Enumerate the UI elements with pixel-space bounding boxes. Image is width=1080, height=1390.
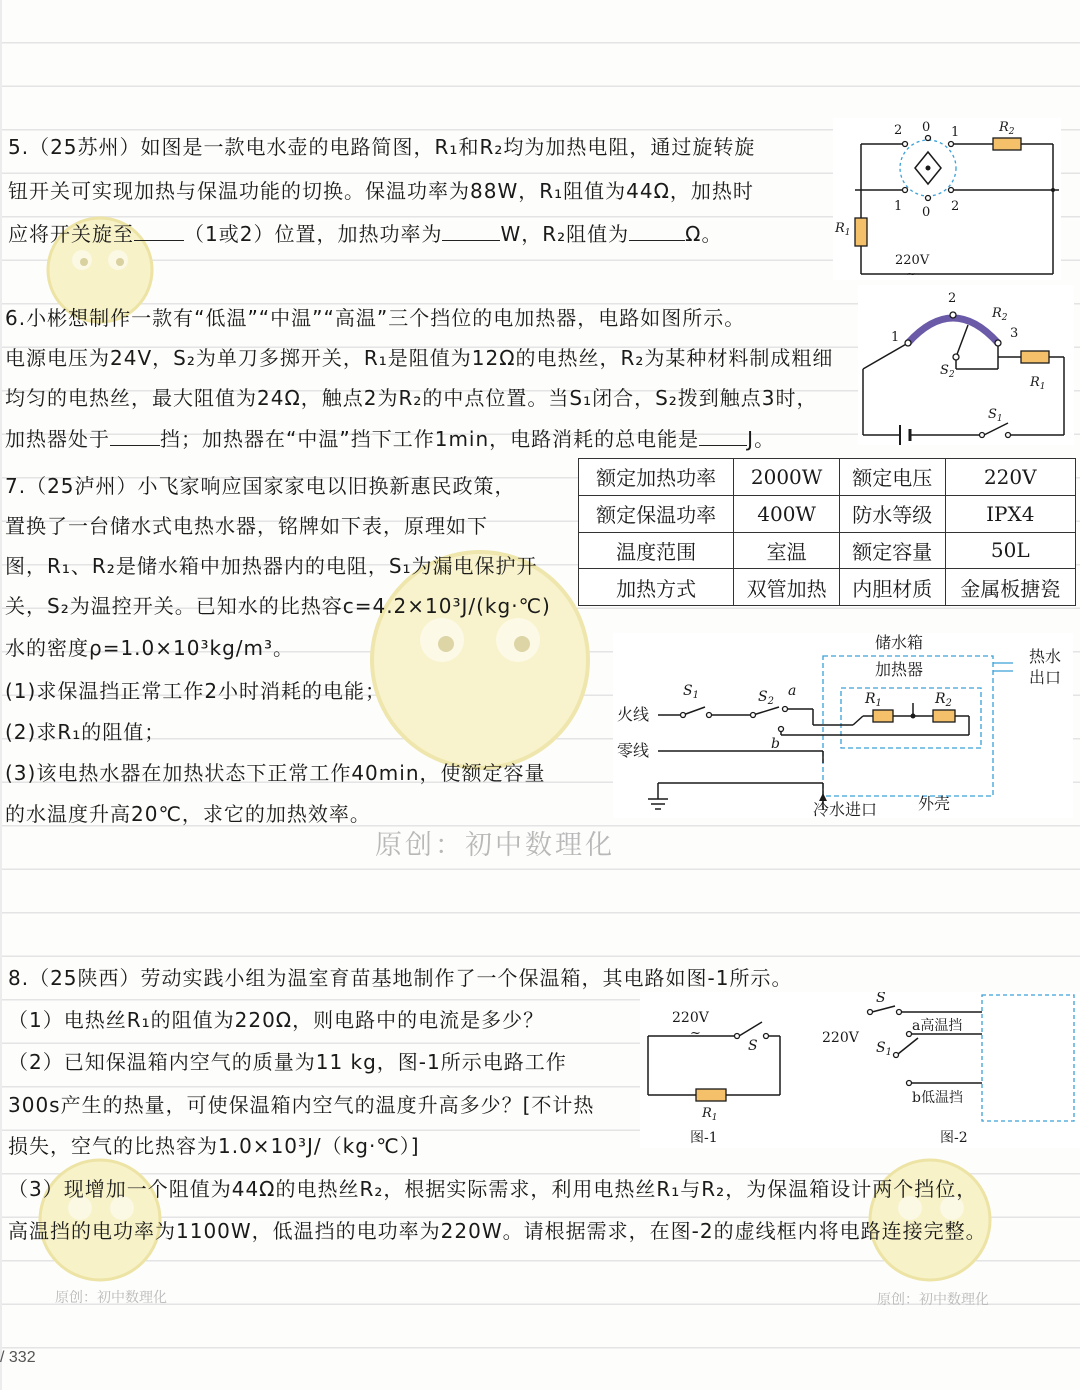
q6-text: 加热器处于 (5, 427, 110, 451)
table-cell: 室温 (734, 532, 840, 569)
table-row (579, 532, 1076, 569)
resistor-letter: R (992, 306, 1002, 321)
q6-text: 挡；加热器在“中温”挡下工作1min，电路消耗的总电能是 (160, 427, 700, 451)
resistor-label (834, 221, 851, 238)
figure-caption: 图-1 (690, 1130, 718, 1146)
q6-line-3: 均匀的电热丝，最大阻值为24Ω，触点2为R₂的中点位置。当S₁闭合，S₂拨到触点3时， (5, 386, 818, 410)
table-cell: 220V (945, 459, 1075, 496)
q8-line-4: 300s产生的热量，可使保温箱内空气的温度升高多少？[不计热 (8, 1093, 595, 1117)
q5-circuit-figure (833, 118, 1061, 280)
ac-symbol: ~ (906, 267, 917, 280)
q8-line-2: （1）电热丝R₁的阻值为220Ω，则电路中的电流是多少？ (8, 1008, 545, 1032)
q8-line-5: 损失，空气的比热容为1.0×10³J/（kg·℃）] (8, 1134, 420, 1158)
table-cell: 额定容量 (839, 532, 945, 569)
contact-label: 1 (894, 199, 903, 214)
table-row (579, 459, 1076, 496)
resistor-sub: 2 (1008, 127, 1015, 137)
table-cell: 50L (945, 532, 1075, 569)
q6-text: J。 (747, 427, 776, 451)
contact-label: 2 (948, 291, 957, 306)
q5-text: W，R₂阻值为 (500, 222, 630, 246)
switch-sub: 1 (692, 690, 699, 701)
resistor-label (934, 691, 952, 709)
resistor-sub: 2 (1001, 313, 1008, 323)
source-label: 220V (672, 1010, 709, 1026)
notebook-margin (0, 0, 2, 1390)
q6-line-4 (5, 423, 775, 452)
contact-label: b (771, 736, 780, 752)
cold-water-label: 冷水进口 (813, 800, 878, 818)
q7-line-8: (3)该电热水器在加热状态下正常工作40min，使额定容量 (5, 761, 546, 785)
table-cell: 金属板搪瓷 (945, 569, 1075, 606)
table-cell: IPX4 (945, 495, 1075, 532)
q8-line-7: 高温挡的电功率为1100W，低温挡的电功率为220W。请根据需求，在图-2的虚线框内将电路连接完整。 (8, 1219, 987, 1243)
switch-sub: 2 (948, 370, 955, 380)
answer-blank[interactable] (699, 427, 747, 446)
q8-line-6: （3）现增加一个阻值为44Ω的电热丝R₂，根据实际需求，利用电热丝R₁与R₂，为保温箱设计两个挡位， (8, 1177, 978, 1201)
switch-label: S (876, 992, 886, 1006)
switch-label (940, 363, 955, 380)
nameplate-table (578, 458, 1076, 606)
q8-circuit-figures (640, 992, 1080, 1148)
heater-label: 加热器 (875, 660, 924, 679)
watermark: 原创：初中数理化 (877, 1292, 989, 1308)
contact-label: 3 (1010, 326, 1019, 341)
resistor-sub: 1 (875, 698, 882, 709)
source-label: 220V (822, 1030, 859, 1046)
switch-sub: 2 (767, 696, 774, 707)
resistor-label (998, 120, 1015, 137)
switch-letter: S (758, 689, 768, 705)
q7-line-6: (1)求保温挡正常工作2小时消耗的电能； (5, 679, 387, 703)
hot-water-label: 热水 (1029, 647, 1062, 666)
switch-letter: S (876, 1040, 886, 1056)
q8-line-3: （2）已知保温箱内空气的质量为11 kg，图-1所示电路工作 (8, 1050, 567, 1074)
q6-line-2: 电源电压为24V，S₂为单刀多掷开关，R₁是阻值为12Ω的电热丝，R₂为某种材料制成粗细 (5, 346, 834, 370)
switch-label (758, 689, 774, 707)
resistor-letter: R (1030, 375, 1040, 390)
contact-label: 0 (922, 205, 931, 220)
q7-line-5: 水的密度ρ=1.0×10³kg/m³。 (5, 636, 294, 660)
answer-blank[interactable] (134, 222, 184, 241)
switch-sub: 1 (996, 414, 1003, 424)
switch-letter: S (988, 407, 997, 422)
table-cell: 内胆材质 (839, 569, 945, 606)
source-label: 220V (895, 253, 930, 268)
switch-label (876, 1040, 892, 1058)
resistor-letter: R (999, 120, 1009, 135)
q7-line-7: (2)求R₁的阻值； (5, 720, 166, 744)
contact-label: 1 (891, 330, 900, 345)
table-cell: 防水等级 (839, 495, 945, 532)
switch-letter: S (940, 363, 949, 378)
switch-label (683, 683, 699, 701)
answer-blank[interactable] (110, 427, 160, 446)
q7-line-1: 7.（25泸州）小飞家响应国家家电以旧换新惠民政策， (5, 474, 516, 498)
resistor-sub: 2 (945, 698, 952, 709)
switch-sub: 1 (885, 1047, 892, 1058)
switch-letter: S (683, 683, 693, 699)
table-cell: 额定保温功率 (579, 495, 734, 532)
figure-caption: 图-2 (940, 1130, 968, 1146)
table-cell: 2000W (734, 459, 840, 496)
q5-text: Ω。 (685, 222, 723, 246)
contact-label: 2 (951, 199, 960, 214)
resistor-letter: R (865, 691, 876, 707)
watermark: 原创：初中数理化 (55, 1290, 167, 1306)
q7-circuit-figure (613, 633, 1073, 818)
q7-line-2: 置换了一台储水式电热水器，铭牌如下表，原理如下 (5, 514, 488, 538)
table-cell: 双管加热 (734, 569, 840, 606)
contact-label: a (788, 683, 797, 699)
table-cell: 加热方式 (579, 569, 734, 606)
answer-blank[interactable] (629, 222, 685, 241)
q7-line-9: 的水温度升高20℃，求它的加热效率。 (5, 802, 371, 826)
q5-line-2: 钮开关可实现加热与保温功能的切换。保温功率为88W，R₁阻值为44Ω，加热时 (8, 179, 754, 203)
shell-label: 外壳 (918, 794, 951, 813)
q5-text: 应将开关旋至 (8, 222, 134, 246)
tank-label: 储水箱 (875, 633, 924, 652)
table-cell: 400W (734, 495, 840, 532)
table-row (579, 495, 1076, 532)
high-gear-label: a高温挡 (912, 1018, 963, 1034)
resistor-sub: 1 (844, 228, 851, 238)
q8-line-1: 8.（25陕西）劳动实践小组为温室育苗基地制作了一个保温箱，其电路如图-1所示。 (8, 966, 793, 990)
watermark: 原创：初中数理化 (375, 830, 615, 861)
ac-symbol: ~ (690, 1026, 701, 1041)
hot-water-label: 出口 (1029, 668, 1062, 687)
answer-blank[interactable] (442, 222, 500, 241)
contact-label: 2 (894, 123, 903, 138)
table-cell: 额定加热功率 (579, 459, 734, 496)
live-wire-label: 火线 (617, 705, 650, 724)
neutral-wire-label: 零线 (617, 741, 650, 760)
resistor-letter: R (835, 221, 845, 236)
switch-label: S (748, 1038, 758, 1054)
contact-label: 0 (922, 120, 931, 135)
contact-label: 1 (951, 125, 960, 140)
table-row (579, 569, 1076, 606)
resistor-letter: R (702, 1106, 712, 1121)
q7-line-4: 关，S₂为温控开关。已知水的比热容c=4.2×10³J/(kg·℃) (5, 594, 551, 618)
resistor-label (864, 691, 882, 709)
switch-label (988, 407, 1003, 424)
table-cell: 额定电压 (839, 459, 945, 496)
resistor-letter: R (935, 691, 946, 707)
q6-circuit-figure (858, 285, 1074, 445)
page-indicator: / 332 (0, 1349, 36, 1366)
resistor-sub: 1 (711, 1113, 718, 1123)
low-gear-label: b低温挡 (912, 1090, 963, 1106)
table-cell: 温度范围 (579, 532, 734, 569)
resistor-sub: 1 (1039, 382, 1046, 392)
resistor-label (991, 306, 1008, 323)
resistor-label (701, 1106, 718, 1123)
q6-line-1: 6.小彬想制作一款有“低温”“中温”“高温”三个挡位的电加热器，电路如图所示。 (5, 306, 746, 330)
q5-line-1: 5.（25苏州）如图是一款电水壶的电路简图，R₁和R₂均为加热电阻，通过旋转旋 (8, 135, 756, 159)
resistor-label (1029, 375, 1046, 392)
q7-line-3: 图，R₁、R₂是储水箱中加热器内的电阻，S₁为漏电保护开 (5, 554, 538, 578)
q5-line-3 (8, 218, 722, 247)
q5-text: （1或2）位置，加热功率为 (184, 222, 443, 246)
